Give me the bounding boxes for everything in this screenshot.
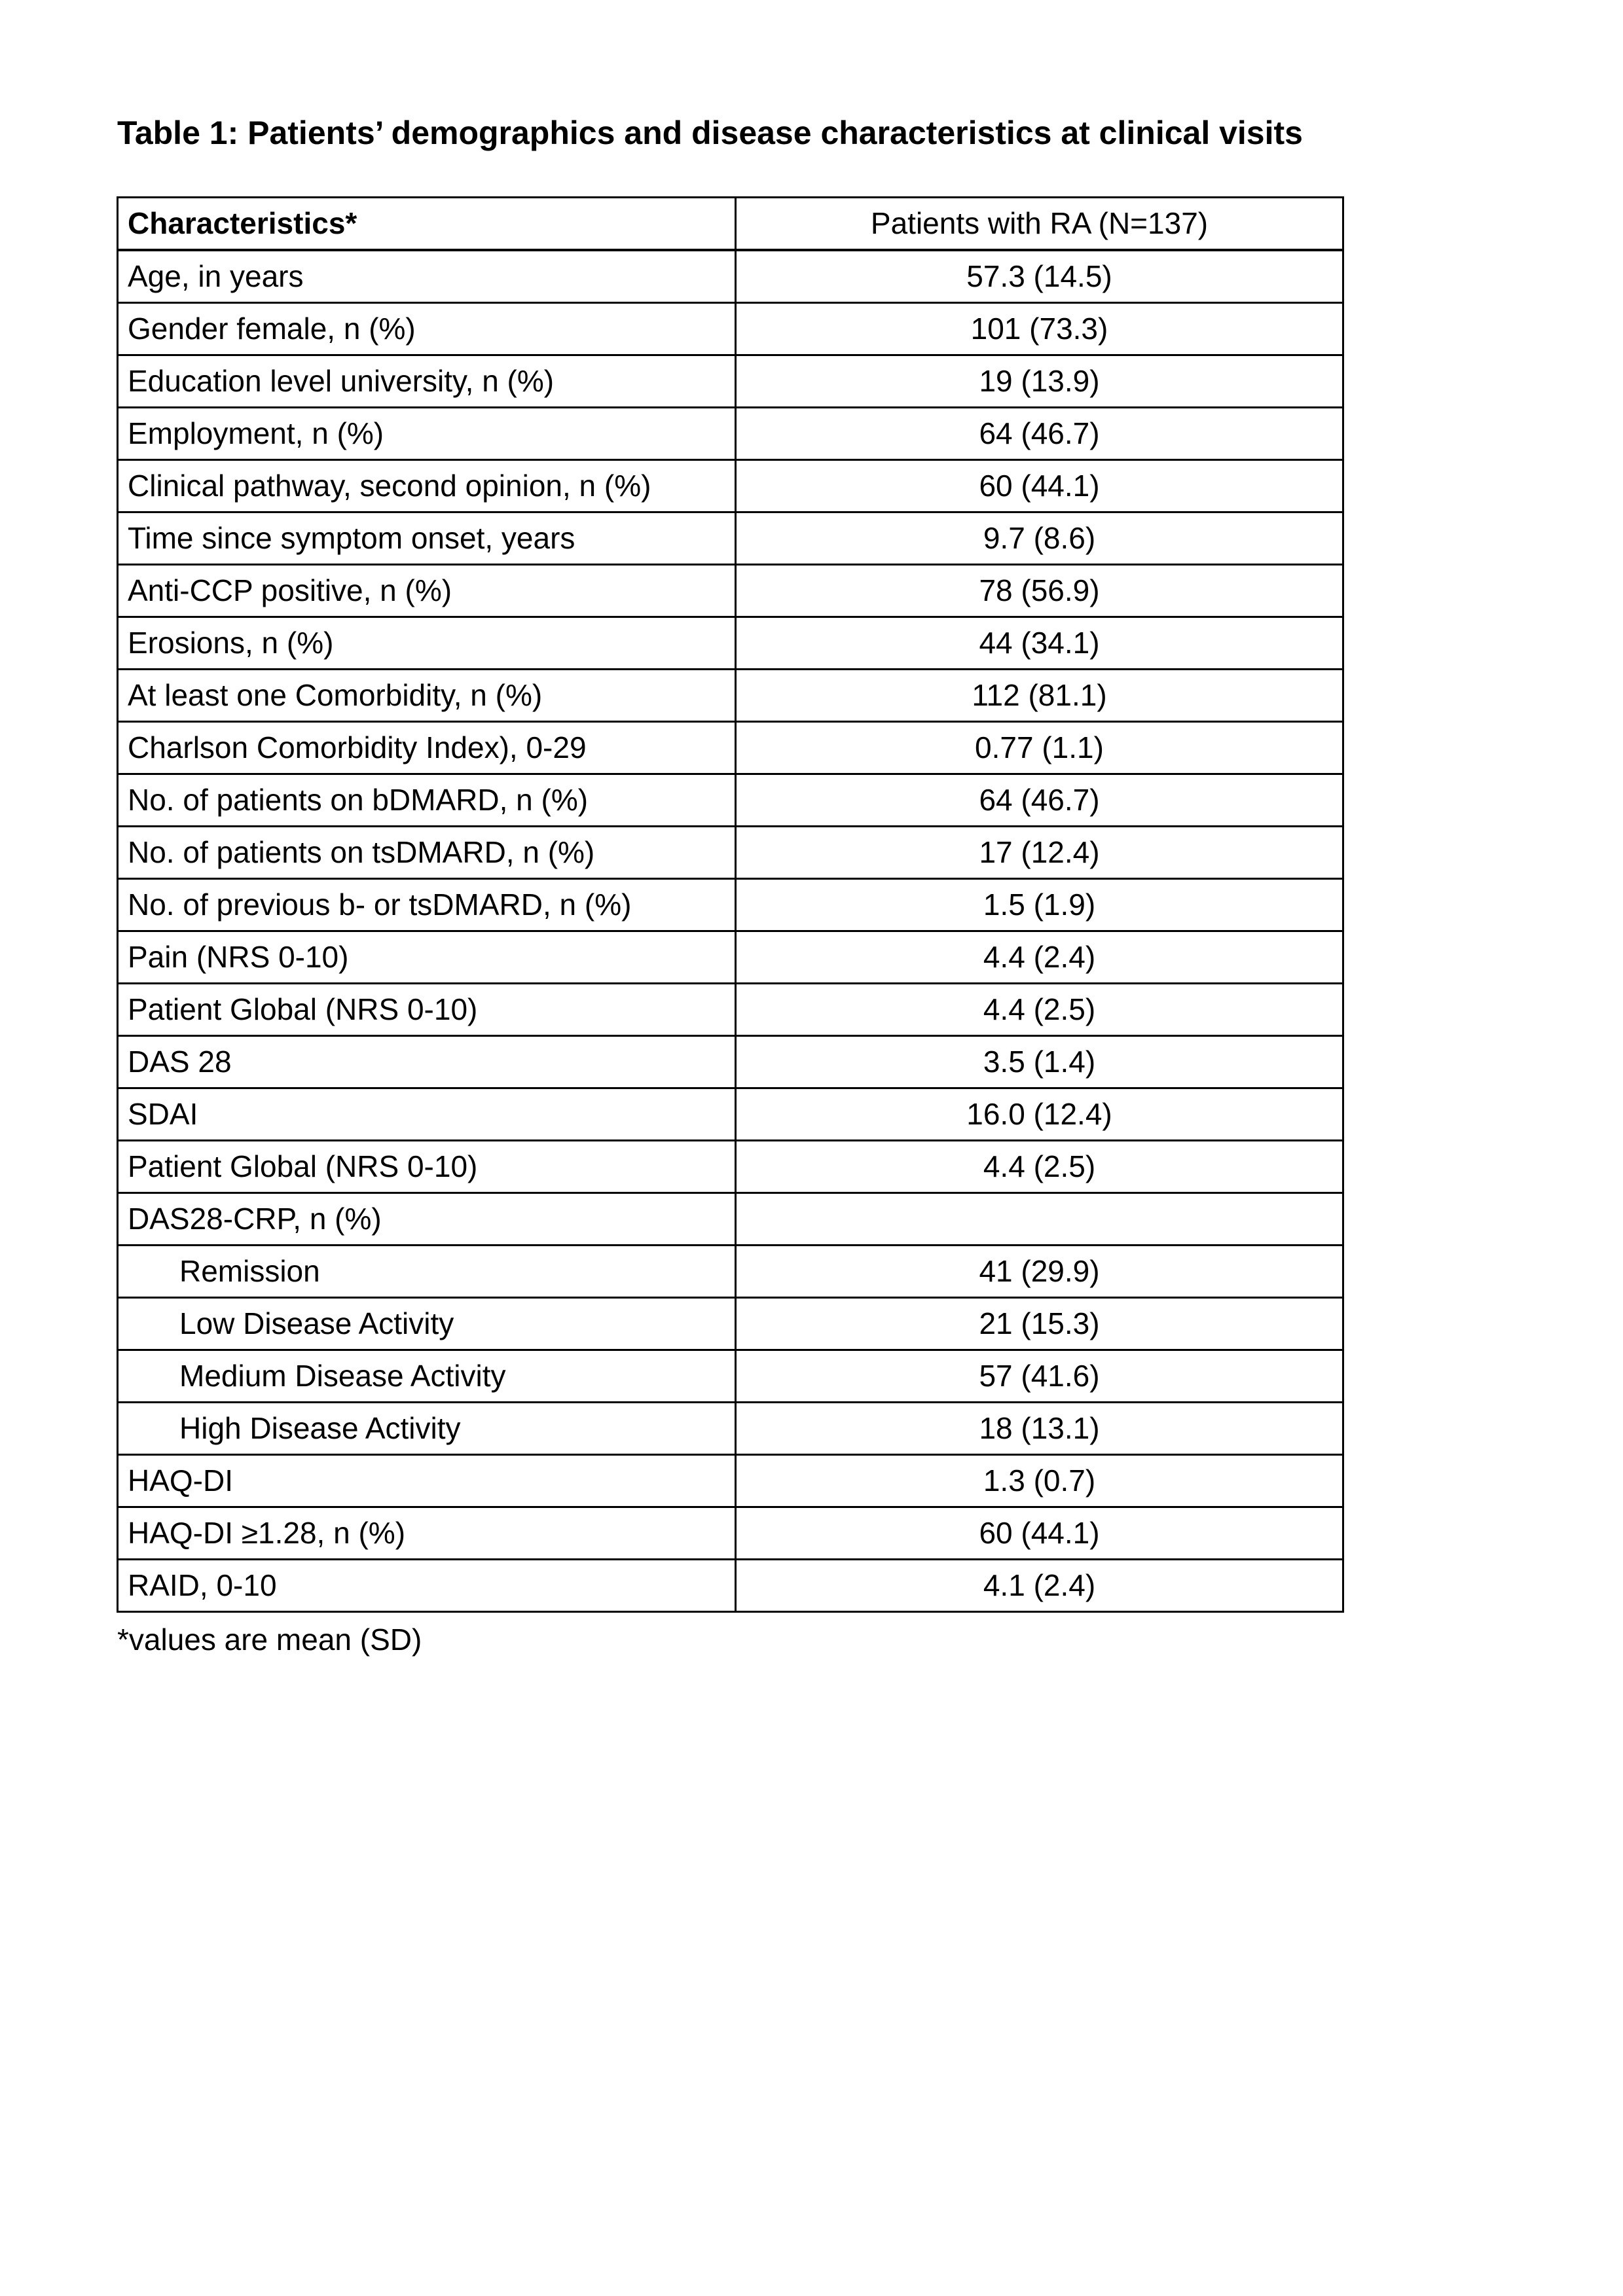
table-row <box>118 1141 1343 1193</box>
row-label: Clinical pathway, second opinion, n (%) <box>118 460 736 512</box>
row-value: 18 (13.1) <box>736 1403 1343 1455</box>
row-label: HAQ-DI ≥1.28, n (%) <box>118 1507 736 1560</box>
row-label: High Disease Activity <box>118 1403 736 1455</box>
row-value: 60 (44.1) <box>736 460 1343 512</box>
row-value: 44 (34.1) <box>736 617 1343 670</box>
row-value: 60 (44.1) <box>736 1507 1343 1560</box>
row-label: No. of patients on tsDMARD, n (%) <box>118 827 736 879</box>
row-value: 101 (73.3) <box>736 303 1343 355</box>
row-label: Anti-CCP positive, n (%) <box>118 565 736 617</box>
row-value: 4.1 (2.4) <box>736 1560 1343 1612</box>
table-row <box>118 250 1343 303</box>
row-value: 57 (41.6) <box>736 1350 1343 1403</box>
row-value <box>736 1193 1343 1246</box>
row-value: 16.0 (12.4) <box>736 1088 1343 1141</box>
row-label: No. of previous b- or tsDMARD, n (%) <box>118 879 736 931</box>
row-value: 4.4 (2.4) <box>736 931 1343 984</box>
row-label: Pain (NRS 0-10) <box>118 931 736 984</box>
row-value: 4.4 (2.5) <box>736 1141 1343 1193</box>
table-title: Table 1: Patients’ demographics and disease characteristics at clinical visits <box>117 115 1303 151</box>
table-row <box>118 931 1343 984</box>
row-value: 3.5 (1.4) <box>736 1036 1343 1088</box>
row-label: DAS28-CRP, n (%) <box>118 1193 736 1246</box>
table-row <box>118 1298 1343 1350</box>
row-value: 0.77 (1.1) <box>736 722 1343 774</box>
row-value: 17 (12.4) <box>736 827 1343 879</box>
table-row <box>118 1036 1343 1088</box>
row-value: 57.3 (14.5) <box>736 250 1343 303</box>
table-row <box>118 1560 1343 1612</box>
row-label: Age, in years <box>118 250 736 303</box>
row-label: Charlson Comorbidity Index), 0-29 <box>118 722 736 774</box>
table-row <box>118 1350 1343 1403</box>
row-value: 1.3 (0.7) <box>736 1455 1343 1507</box>
table-row <box>118 408 1343 460</box>
row-value: 112 (81.1) <box>736 670 1343 722</box>
row-value: 4.4 (2.5) <box>736 984 1343 1036</box>
row-value: 1.5 (1.9) <box>736 879 1343 931</box>
table-row <box>118 1193 1343 1246</box>
table-row <box>118 879 1343 931</box>
row-value: 19 (13.9) <box>736 355 1343 408</box>
table-row <box>118 512 1343 565</box>
row-value: 41 (29.9) <box>736 1246 1343 1298</box>
row-label: Patient Global (NRS 0-10) <box>118 1141 736 1193</box>
column-header-patients: Patients with RA (N=137) <box>736 198 1343 251</box>
table-row <box>118 1403 1343 1455</box>
row-label: Time since symptom onset, years <box>118 512 736 565</box>
table-row <box>118 617 1343 670</box>
table-header <box>118 198 1343 251</box>
row-label: Patient Global (NRS 0-10) <box>118 984 736 1036</box>
row-label: Remission <box>118 1246 736 1298</box>
row-label: Erosions, n (%) <box>118 617 736 670</box>
row-label: Education level university, n (%) <box>118 355 736 408</box>
table-row <box>118 565 1343 617</box>
table-row <box>118 827 1343 879</box>
table-row <box>118 774 1343 827</box>
row-value: 64 (46.7) <box>736 408 1343 460</box>
row-label: No. of patients on bDMARD, n (%) <box>118 774 736 827</box>
patients-characteristics-table <box>117 196 1344 1613</box>
row-label: Medium Disease Activity <box>118 1350 736 1403</box>
table-footnote: *values are mean (SD) <box>117 1623 422 1657</box>
header-row <box>118 198 1343 251</box>
table-row <box>118 722 1343 774</box>
table-row <box>118 1246 1343 1298</box>
row-label: DAS 28 <box>118 1036 736 1088</box>
column-header-characteristics: Characteristics* <box>118 198 736 251</box>
table-row <box>118 1088 1343 1141</box>
row-label: Gender female, n (%) <box>118 303 736 355</box>
row-label: HAQ-DI <box>118 1455 736 1507</box>
table-row <box>118 670 1343 722</box>
table-row <box>118 984 1343 1036</box>
table-row <box>118 1455 1343 1507</box>
row-value: 9.7 (8.6) <box>736 512 1343 565</box>
row-label: Low Disease Activity <box>118 1298 736 1350</box>
row-label: Employment, n (%) <box>118 408 736 460</box>
table-body <box>118 250 1343 1612</box>
row-value: 78 (56.9) <box>736 565 1343 617</box>
table-row <box>118 1507 1343 1560</box>
row-label: At least one Comorbidity, n (%) <box>118 670 736 722</box>
row-label: RAID, 0-10 <box>118 1560 736 1612</box>
table-row <box>118 460 1343 512</box>
table-row <box>118 355 1343 408</box>
row-value: 64 (46.7) <box>736 774 1343 827</box>
table-row <box>118 303 1343 355</box>
row-label: SDAI <box>118 1088 736 1141</box>
row-value: 21 (15.3) <box>736 1298 1343 1350</box>
